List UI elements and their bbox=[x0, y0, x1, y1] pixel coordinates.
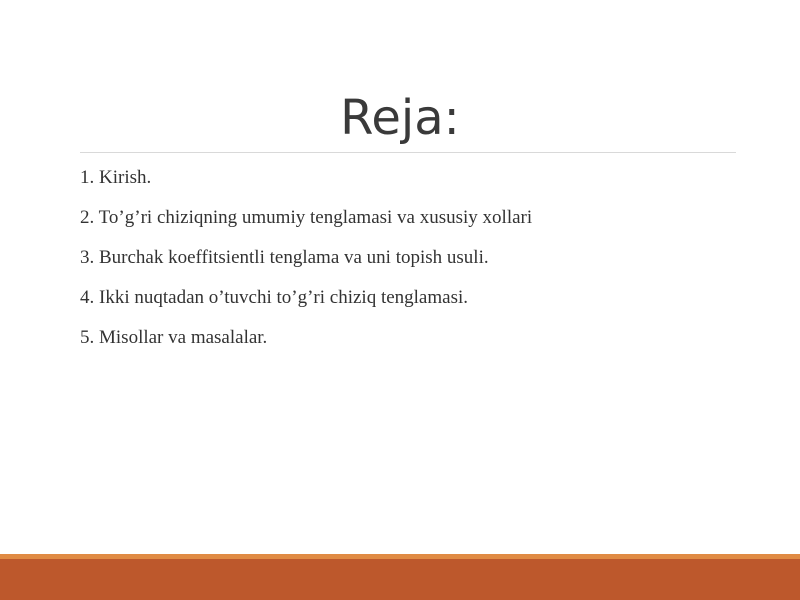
agenda-item-two-point-equation: 4. Ikki nuqtadan o’tuvchi to’g’ri chiziq tenglamasi. bbox=[80, 287, 468, 308]
title-divider bbox=[80, 152, 736, 153]
agenda-item-slope-equation: 3. Burchak koeffitsientli tenglama va uni topish usuli. bbox=[80, 247, 489, 268]
agenda-item-general-equation: 2. To’g’ri chiziqning umumiy tenglamasi va xususiy xollari bbox=[80, 207, 533, 228]
agenda-item-intro: 1. Kirish. bbox=[80, 167, 152, 188]
agenda-item-examples: 5. Misollar va masalalar. bbox=[80, 327, 268, 348]
footer-band bbox=[0, 554, 800, 600]
slide-title: Reja: bbox=[340, 90, 460, 146]
footer-stripe bbox=[0, 554, 800, 559]
agenda-list bbox=[80, 160, 740, 360]
